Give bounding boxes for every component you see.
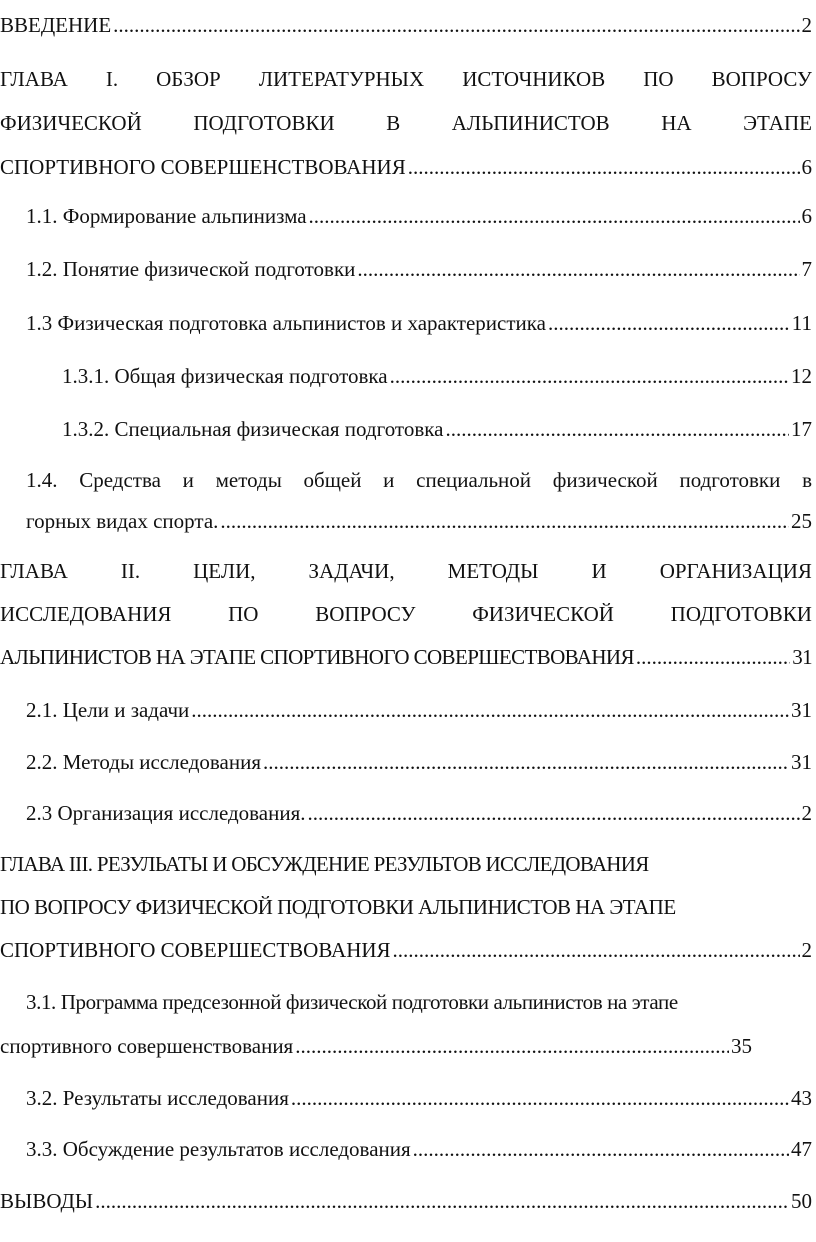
toc-word: ИСТОЧНИКОВ — [462, 67, 606, 91]
toc-page-number: 47 — [791, 1137, 812, 1161]
toc-entry-title: ВЫВОДЫ — [0, 1189, 94, 1213]
toc-entry-2-2[interactable] — [26, 747, 812, 777]
toc-page-number: 12 — [791, 364, 812, 388]
toc-entry-1-3-2[interactable] — [62, 414, 812, 444]
toc-page-number: 17 — [791, 417, 812, 441]
toc-word: ОБЗОР — [156, 67, 221, 91]
toc-leader — [309, 201, 800, 231]
toc-entry-chapter-3-line-1[interactable] — [0, 849, 812, 879]
toc-leader — [445, 414, 789, 444]
toc-word: ПОДГОТОВКИ — [193, 111, 335, 135]
toc-word: II. — [120, 559, 141, 583]
toc-entry-conclusions[interactable] — [0, 1186, 812, 1216]
toc-page-number: 6 — [801, 155, 812, 179]
toc-word: физической — [552, 468, 658, 492]
toc-leader — [393, 935, 800, 965]
toc-page-number: 6 — [801, 204, 812, 228]
toc-entry-1-3[interactable] — [26, 308, 812, 338]
toc-leader — [413, 1134, 789, 1164]
toc-leader — [548, 308, 790, 338]
toc-word: ФИЗИЧЕСКОЙ — [0, 111, 142, 135]
toc-leader — [308, 798, 800, 828]
toc-page-number: 11 — [791, 311, 812, 335]
toc-entry-title: горных видах спорта. — [26, 509, 219, 533]
toc-word: ВОПРОСУ — [711, 67, 812, 91]
toc-entry-3-3[interactable] — [26, 1134, 812, 1164]
toc-word: общей — [303, 468, 362, 492]
toc-entry-chapter-2-line-1[interactable] — [0, 556, 812, 586]
toc-entry-title: 2.2. Методы исследования — [26, 750, 261, 774]
toc-page-number: 31 — [791, 698, 812, 722]
toc-word: ЦЕЛИ, — [193, 559, 256, 583]
toc-word: ГЛАВА — [0, 559, 68, 583]
toc-entry-3-1-line-1[interactable] — [26, 987, 812, 1017]
toc-leader — [220, 506, 789, 536]
toc-entry-title: 1.3.1. Общая физическая подготовка — [62, 364, 388, 388]
toc-leader — [191, 695, 789, 725]
toc-word: МЕТОДЫ — [447, 559, 539, 583]
toc-word: ГЛАВА — [0, 67, 68, 91]
toc-entry-chapter-1-line-3[interactable] — [0, 152, 812, 182]
toc-entry-title: 1.2. Понятие физической подготовки — [26, 257, 356, 281]
toc-entry-title: ПО ВОПРОСУ ФИЗИЧЕСКОЙ ПОДГОТОВКИ АЛЬПИНИСТОВ НА ЭТАПЕ — [0, 895, 676, 919]
toc-entry-title: 3.3. Обсуждение результатов исследования — [26, 1137, 411, 1161]
toc-entry-1-4-line-1[interactable] — [26, 465, 812, 495]
toc-leader — [408, 152, 800, 182]
toc-page-number: 43 — [791, 1086, 812, 1110]
toc-leader — [636, 642, 790, 672]
toc-word: ЗАДАЧИ, — [308, 559, 395, 583]
toc-entry-chapter-3-line-2[interactable] — [0, 892, 812, 922]
toc-entry-chapter-1-line-2[interactable] — [0, 108, 812, 138]
toc-word: ЛИТЕРАТУРНЫХ — [258, 67, 425, 91]
toc-leader — [291, 1083, 789, 1113]
toc-word: методы — [215, 468, 282, 492]
toc-word: I. — [105, 67, 119, 91]
toc-word: ПО — [643, 67, 674, 91]
toc-entry-title: спортивного совершенствования — [0, 1034, 294, 1058]
toc-page-number: 35 — [731, 1034, 752, 1058]
toc-word: НА — [661, 111, 692, 135]
toc-page-number: 2 — [801, 938, 812, 962]
toc-word: подготовки — [679, 468, 781, 492]
toc-word: в — [802, 468, 812, 492]
toc-page-number: 31 — [792, 645, 812, 669]
toc-leader — [357, 254, 799, 284]
toc-entry-title: 3.2. Результаты исследования — [26, 1086, 289, 1110]
toc-word: 1.4. — [26, 468, 58, 492]
toc-entry-1-3-1[interactable] — [62, 361, 812, 391]
toc-word: ПОДГОТОВКИ — [670, 602, 812, 626]
toc-entry-2-1[interactable] — [26, 695, 812, 725]
toc-word: ПО — [228, 602, 259, 626]
toc-entry-title: 1.3 Физическая подготовка альпинистов и характеристика — [26, 311, 546, 335]
toc-entry-title: 1.3.2. Специальная физическая подготовка — [62, 417, 444, 441]
toc-word: ИССЛЕДОВАНИЯ — [0, 602, 172, 626]
toc-page-number: 7 — [801, 257, 812, 281]
toc-word: АЛЬПИНИСТОВ — [451, 111, 610, 135]
toc-entry-title: 3.1. Программа предсезонной физической подготовки альпинистов на этапе — [26, 990, 678, 1014]
toc-page-number: 50 — [791, 1189, 812, 1213]
toc-entry-chapter-2-line-3[interactable] — [0, 642, 812, 672]
toc-leader — [263, 747, 789, 777]
toc-entry-1-4-line-2[interactable] — [26, 506, 812, 536]
toc-leader — [95, 1186, 789, 1216]
toc-page-number: 25 — [791, 509, 812, 533]
toc-word: ВОПРОСУ — [315, 602, 416, 626]
toc-page-number: 2 — [801, 801, 812, 825]
toc-entry-title: АЛЬПИНИСТОВ НА ЭТАПЕ СПОРТИВНОГО СОВЕРШЕСТВОВАНИЯ — [0, 645, 634, 669]
toc-word: В — [386, 111, 401, 135]
toc-entry-title: 2.3 Организация исследования. — [26, 801, 306, 825]
toc-entry-1-2[interactable] — [26, 254, 812, 284]
toc-entry-3-2[interactable] — [26, 1083, 812, 1113]
toc-entry-title: 2.1. Цели и задачи — [26, 698, 190, 722]
toc-entry-1-1[interactable] — [26, 201, 812, 231]
toc-entry-2-3[interactable] — [26, 798, 812, 828]
toc-entry-title: ГЛАВА III. РЕЗУЛЬАТЫ И ОБСУЖДЕНИЕ РЕЗУЛЬТОВ ИССЛЕДОВАНИЯ — [0, 852, 649, 876]
toc-leader — [295, 1031, 729, 1061]
toc-leader — [113, 10, 799, 40]
toc-entry-title: ВВЕДЕНИЕ — [0, 13, 112, 37]
toc-word: ФИЗИЧЕСКОЙ — [472, 602, 614, 626]
toc-page-number: 2 — [801, 13, 812, 37]
toc-entry-title: СПОРТИВНОГО СОВЕРШЕСТВОВАНИЯ — [0, 938, 391, 962]
toc-word: ЭТАПЕ — [743, 111, 812, 135]
toc-page-number: 31 — [791, 750, 812, 774]
toc-word: ОРГАНИЗАЦИЯ — [659, 559, 812, 583]
toc-leader — [390, 361, 789, 391]
toc-entry-3-1-line-2[interactable] — [0, 1031, 752, 1061]
toc-word: и — [383, 468, 395, 492]
toc-entry-chapter-2-line-2[interactable] — [0, 599, 812, 629]
toc-entry-title: СПОРТИВНОГО СОВЕРШЕНСТВОВАНИЯ — [0, 155, 406, 179]
toc-entry-chapter-3-line-3[interactable] — [0, 935, 812, 965]
toc-entry-title: 1.1. Формирование альпинизма — [26, 204, 307, 228]
toc-word: И — [591, 559, 607, 583]
toc-entry-intro[interactable] — [0, 10, 812, 40]
toc-word: и — [182, 468, 194, 492]
toc-word: Средства — [79, 468, 161, 492]
toc-word: специальной — [416, 468, 532, 492]
toc-entry-chapter-1-line-1[interactable] — [0, 64, 812, 94]
